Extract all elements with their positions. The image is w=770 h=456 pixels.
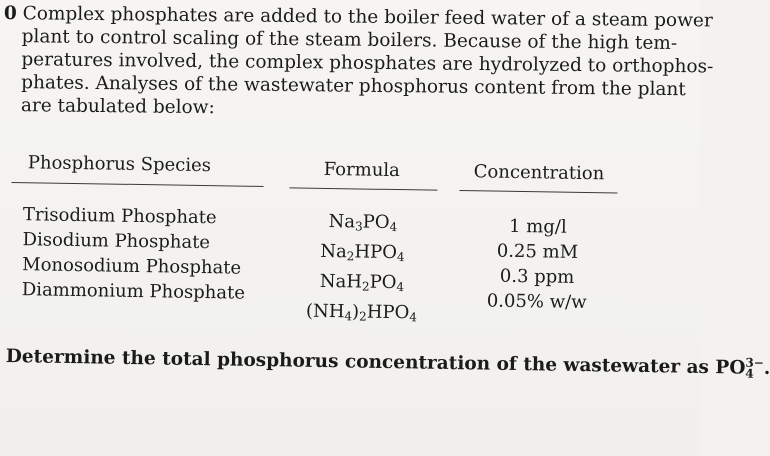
species-cell: Trisodium Phosphate <box>22 204 217 229</box>
ion-charge: 3− <box>745 355 765 370</box>
formula-cell: $Na_2HPO_4$ <box>320 240 405 265</box>
header-phosphorus-species: Phosphorus Species <box>27 152 212 177</box>
problem-line-5: are tabulated below: <box>20 95 215 119</box>
concentration-cell: 1 mg/l <box>508 215 567 238</box>
concentration-cell: 0.05% w/w <box>486 290 587 314</box>
species-column <box>22 202 247 305</box>
question-text: Determine the total phosphorus concentration of the wastewater as PO <box>5 346 746 379</box>
question <box>5 346 770 381</box>
species-cell: Monosodium Phosphate <box>22 254 242 279</box>
species-cell: Disodium Phosphate <box>22 229 211 254</box>
header-underline-concentration <box>459 190 617 193</box>
problem-line-3: peratures involved, the complex phosphates are hydrolyzed to orthophos- <box>21 49 714 78</box>
header-underline-formula <box>289 187 437 190</box>
formula-cell: $(NH_4)_2HPO_4$ <box>305 300 418 325</box>
problem-line-2: plant to control scaling of the steam boilers. Because of the high tem- <box>21 26 678 55</box>
ion-subscript: 4 <box>745 366 754 381</box>
formula-cell: $Na_3PO_4$ <box>328 210 398 235</box>
formula-column <box>291 208 433 330</box>
header-underline-species <box>12 182 264 187</box>
problem-line-4: phates. Analyses of the wastewater phosphorus content from the plant <box>21 72 686 101</box>
header-concentration: Concentration <box>473 161 605 185</box>
species-cell: Diammonium Phosphate <box>21 279 246 304</box>
header-formula: Formula <box>323 158 401 182</box>
concentration-column <box>462 213 614 315</box>
phosphorus-table <box>9 152 652 342</box>
problem-text-1: Complex phosphates are added to the boiler feed water of a steam power <box>22 3 713 32</box>
phosphate-ion <box>745 355 765 381</box>
concentration-cell: 0.3 ppm <box>499 265 575 288</box>
concentration-cell: 0.25 mM <box>496 240 579 263</box>
question-end: . <box>763 357 770 380</box>
problem-number: 0 <box>3 2 17 25</box>
formula-cell: $NaH_2PO_4$ <box>319 270 405 295</box>
problem-statement <box>3 2 714 124</box>
